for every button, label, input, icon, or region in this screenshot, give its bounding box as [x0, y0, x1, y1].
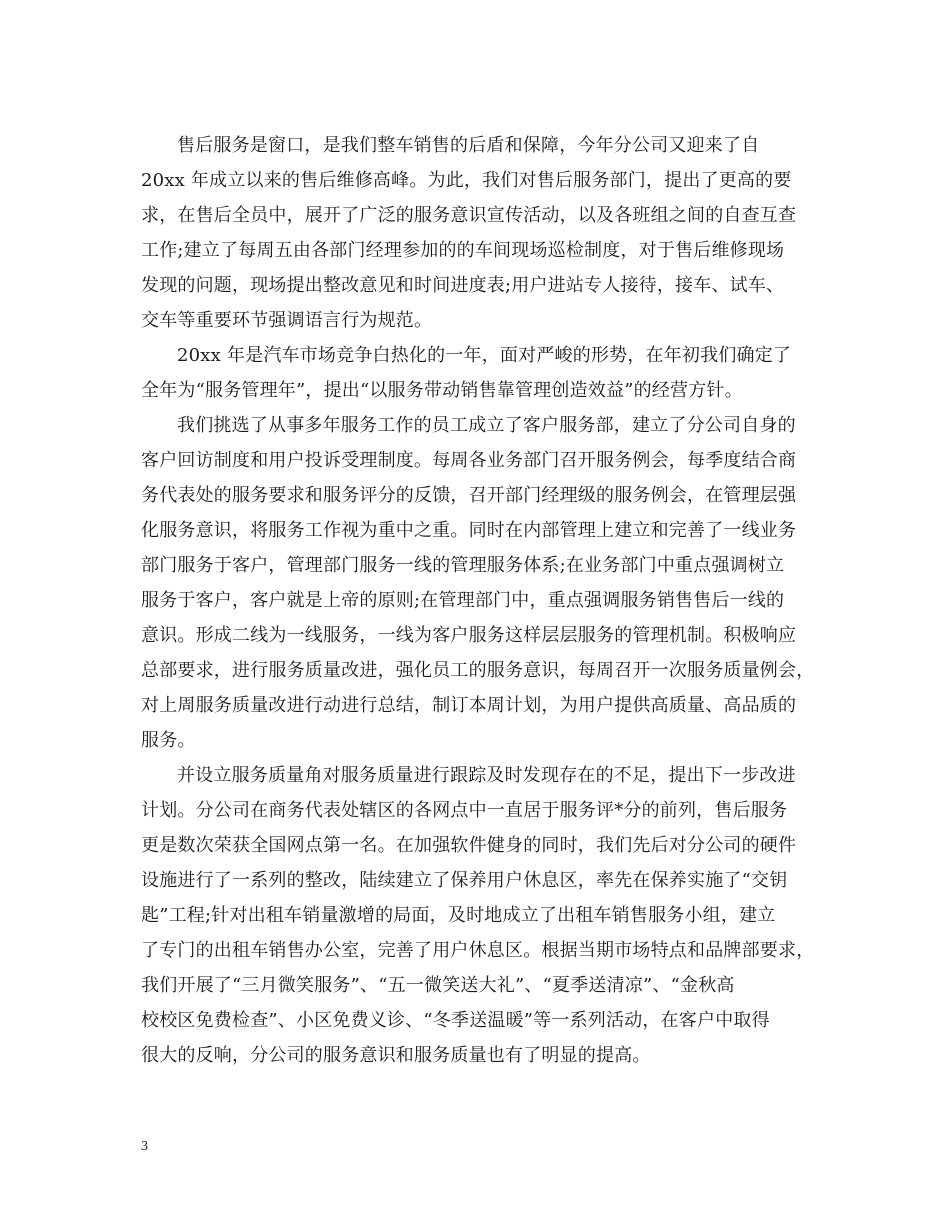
paragraph-3-line-9: 对上周服务质量改进行动进行总结，制订本周计划，为用户提供高质量、高品质的: [141, 695, 797, 716]
paragraph-4-line-1: 并设立服务质量角对服务质量进行跟踪及时发现存在的不足，提出下一步改进: [177, 765, 796, 786]
page-number: 3: [141, 1139, 148, 1154]
paragraph-4-line-3: 更是数次荣获全国网点第一名。在加强软件健身的同时，我们先后对分公司的硬件: [141, 835, 797, 856]
paragraph-3-line-10: 服务。: [141, 730, 196, 751]
paragraph-1-line-3: 求，在售后全员中，展开了广泛的服务意识宣传活动，以及各班组之间的自查互查: [141, 205, 797, 226]
paragraph-3-line-2: 客户回访制度和用户投诉受理制度。每周各业务部门召开服务例会，每季度结合商: [141, 450, 797, 471]
paragraph-4-line-2: 计划。分公司在商务代表处辖区的各网点中一直居于服务评*分的前列，售后服务: [141, 800, 788, 821]
paragraph-3-line-1: 我们挑选了从事多年服务工作的员工成立了客户服务部，建立了分公司自身的: [177, 415, 796, 436]
paragraph-1-line-6: 交车等重要环节强调语言行为规范。: [141, 310, 433, 331]
paragraph-3-line-7: 意识。形成二线为一线服务，一线为客户服务这样层层服务的管理机制。积极响应: [141, 625, 797, 646]
paragraph-1-line-5: 发现的问题，现场提出整改意见和时间进度表;用户进站专人接待，接车、试车、: [141, 275, 785, 296]
paragraph-4-line-4: 设施进行了一系列的整改，陆续建立了保养用户休息区，率先在保养实施了“交钥: [141, 870, 788, 891]
paragraph-3-line-5: 部门服务于客户，管理部门服务一线的管理服务体系;在业务部门中重点强调树立: [141, 555, 785, 576]
paragraph-4-line-7: 我们开展了“三月微笑服务”、“五一微笑送大礼”、“夏季送清凉”、“金秋高: [141, 975, 735, 996]
paragraph-2-line-1: 20xx 年是汽车市场竞争白热化的一年，面对严峻的形势，在年初我们确定了: [177, 345, 792, 366]
paragraph-4-line-5: 匙”工程;针对出租车销量激增的局面，及时地成立了出租车销售服务小组，建立: [141, 905, 776, 926]
paragraph-2-line-2: 全年为“服务管理年”，提出“以服务带动销售靠管理创造效益”的经营方针。: [141, 380, 743, 401]
paragraph-4-line-6: 了专门的出租车销售办公室，完善了用户休息区。根据当期市场特点和品牌部要求，: [141, 940, 815, 961]
paragraph-1-line-2: 20xx 年成立以来的售后维修高峰。为此，我们对售后服务部门，提出了更高的要: [141, 170, 792, 191]
paragraph-3-line-3: 务代表处的服务要求和服务评分的反馈，召开部门经理级的服务例会，在管理层强: [141, 485, 797, 506]
paragraph-3-line-4: 化服务意识，将服务工作视为重中之重。同时在内部管理上建立和完善了一线业务: [141, 520, 797, 541]
paragraph-3-line-8: 总部要求，进行服务质量改进，强化员工的服务意识，每周召开一次服务质量例会，: [141, 660, 815, 681]
paragraph-1-line-1: 售后服务是窗口，是我们整车销售的后盾和保障，今年分公司又迎来了自: [177, 135, 760, 156]
paragraph-3-line-6: 服务于客户，客户就是上帝的原则;在管理部门中，重点强调服务销售售后一线的: [141, 590, 785, 611]
paragraph-4-line-9: 很大的反响，分公司的服务意识和服务质量也有了明显的提高。: [141, 1045, 651, 1066]
paragraph-4-line-8: 校校区免费检查”、小区免费义诊、“冬季送温暖”等一系列活动，在客户中取得: [141, 1010, 770, 1031]
paragraph-1-line-4: 工作;建立了每周五由各部门经理参加的的车间现场巡检制度，对于售后维修现场: [141, 240, 785, 261]
